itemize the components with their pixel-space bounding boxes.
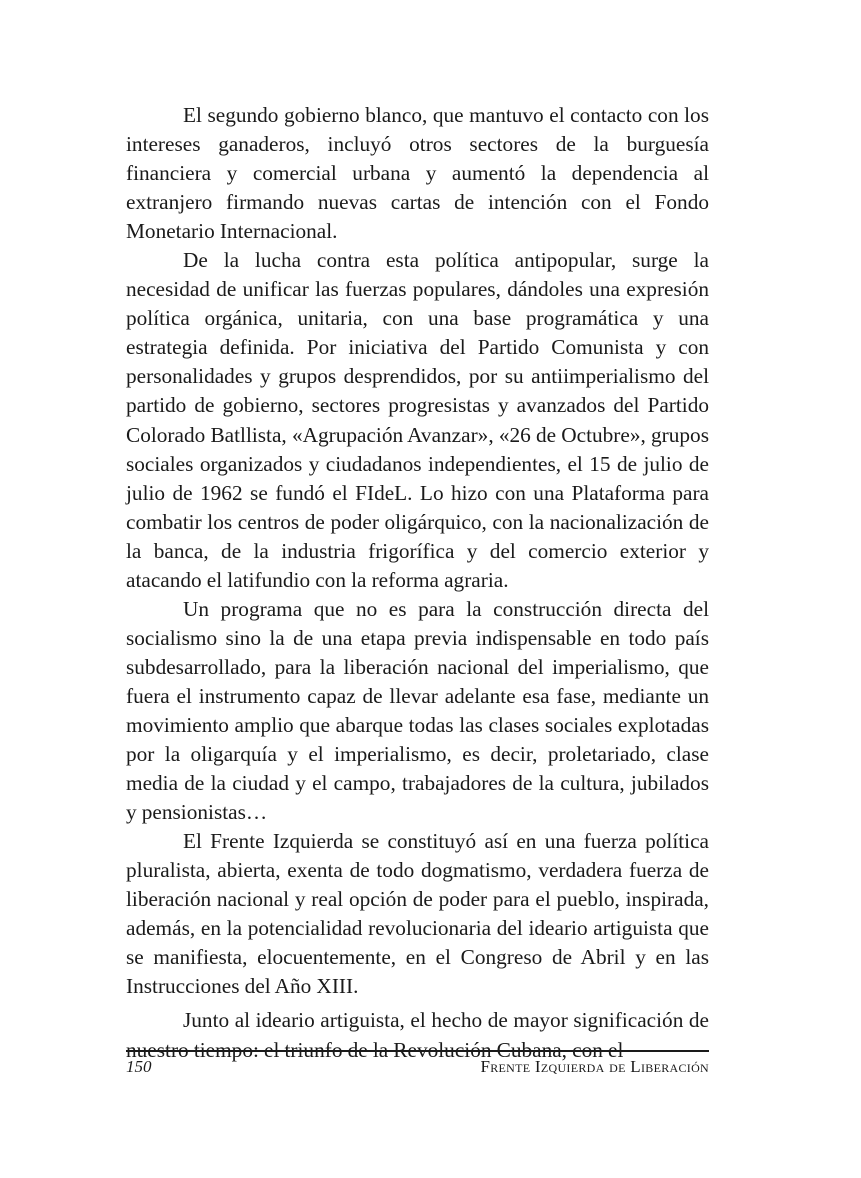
running-title: Frente Izquierda de Liberación [480, 1057, 709, 1076]
paragraph-5: Junto al ideario artiguista, el hecho de mayor significación de nuestro tiempo: el triunfo de la Revolución Cubana, con el [126, 1008, 709, 1062]
paragraph-4: El Frente Izquierda se constituyó así en una fuerza política pluralista, abierta, exenta de todo dogmatismo, verdadera fuerza de liberación nacional y real opción de poder para el pueblo, inspirada, además, en la potencialidad revolucionaria del ideario artiguista que se manifiesta, elocuentemente, en el Congreso de Abril y en las Instrucciones del Año XIII. [126, 829, 709, 999]
paragraph-1: El segundo gobierno blanco, que mantuvo el contacto con los intereses ganaderos, incluyó otros sectores de la burguesía financiera y comercial urbana y aumentó la dependencia al extranjero firmando nuevas cartas de intención con el Fondo Monetario Internacional. [126, 103, 709, 244]
paragraph-2: De la lucha contra esta política antipopular, surge la necesidad de unificar las fuerzas populares, dándoles una expresión política orgánica, unitaria, con una base programática y una estrategia definida. Por iniciativa del Partido Comunista y con personalidades y grupos desprendidos, por su antiimperialismo del partido de gobierno, sectores progresistas y avanzados del Partido Colorado Batllista, «Agrupación Avanzar», «26 de Octubre», grupos sociales organizados y ciudadanos independientes, el 15 de julio de julio de 1962 se fundó el FIdeL. Lo hizo con una Plataforma para combatir los centros de poder oligárquico, con la nacionalización de la banca, de la industria frigorífica y del comercio exterior y atacando el latifundio con la reforma agraria. [126, 248, 709, 592]
page-footer [126, 1050, 709, 1082]
paragraph-3: Un programa que no es para la construcción directa del socialismo sino la de una etapa previa indispensable en todo país subdesarrollado, para la liberación nacional del imperialismo, que fuera el instrumento capaz de llevar adelante esa fase, mediante un movimiento amplio que abarque todas las clases sociales explotadas por la oligarquía y el imperialismo, es decir, proletariado, clase media de la ciudad y el campo, trabajadores de la cultura, jubilados y pensionistas… [126, 596, 709, 825]
page-body [126, 101, 709, 1065]
page-number: 150 [126, 1057, 152, 1076]
